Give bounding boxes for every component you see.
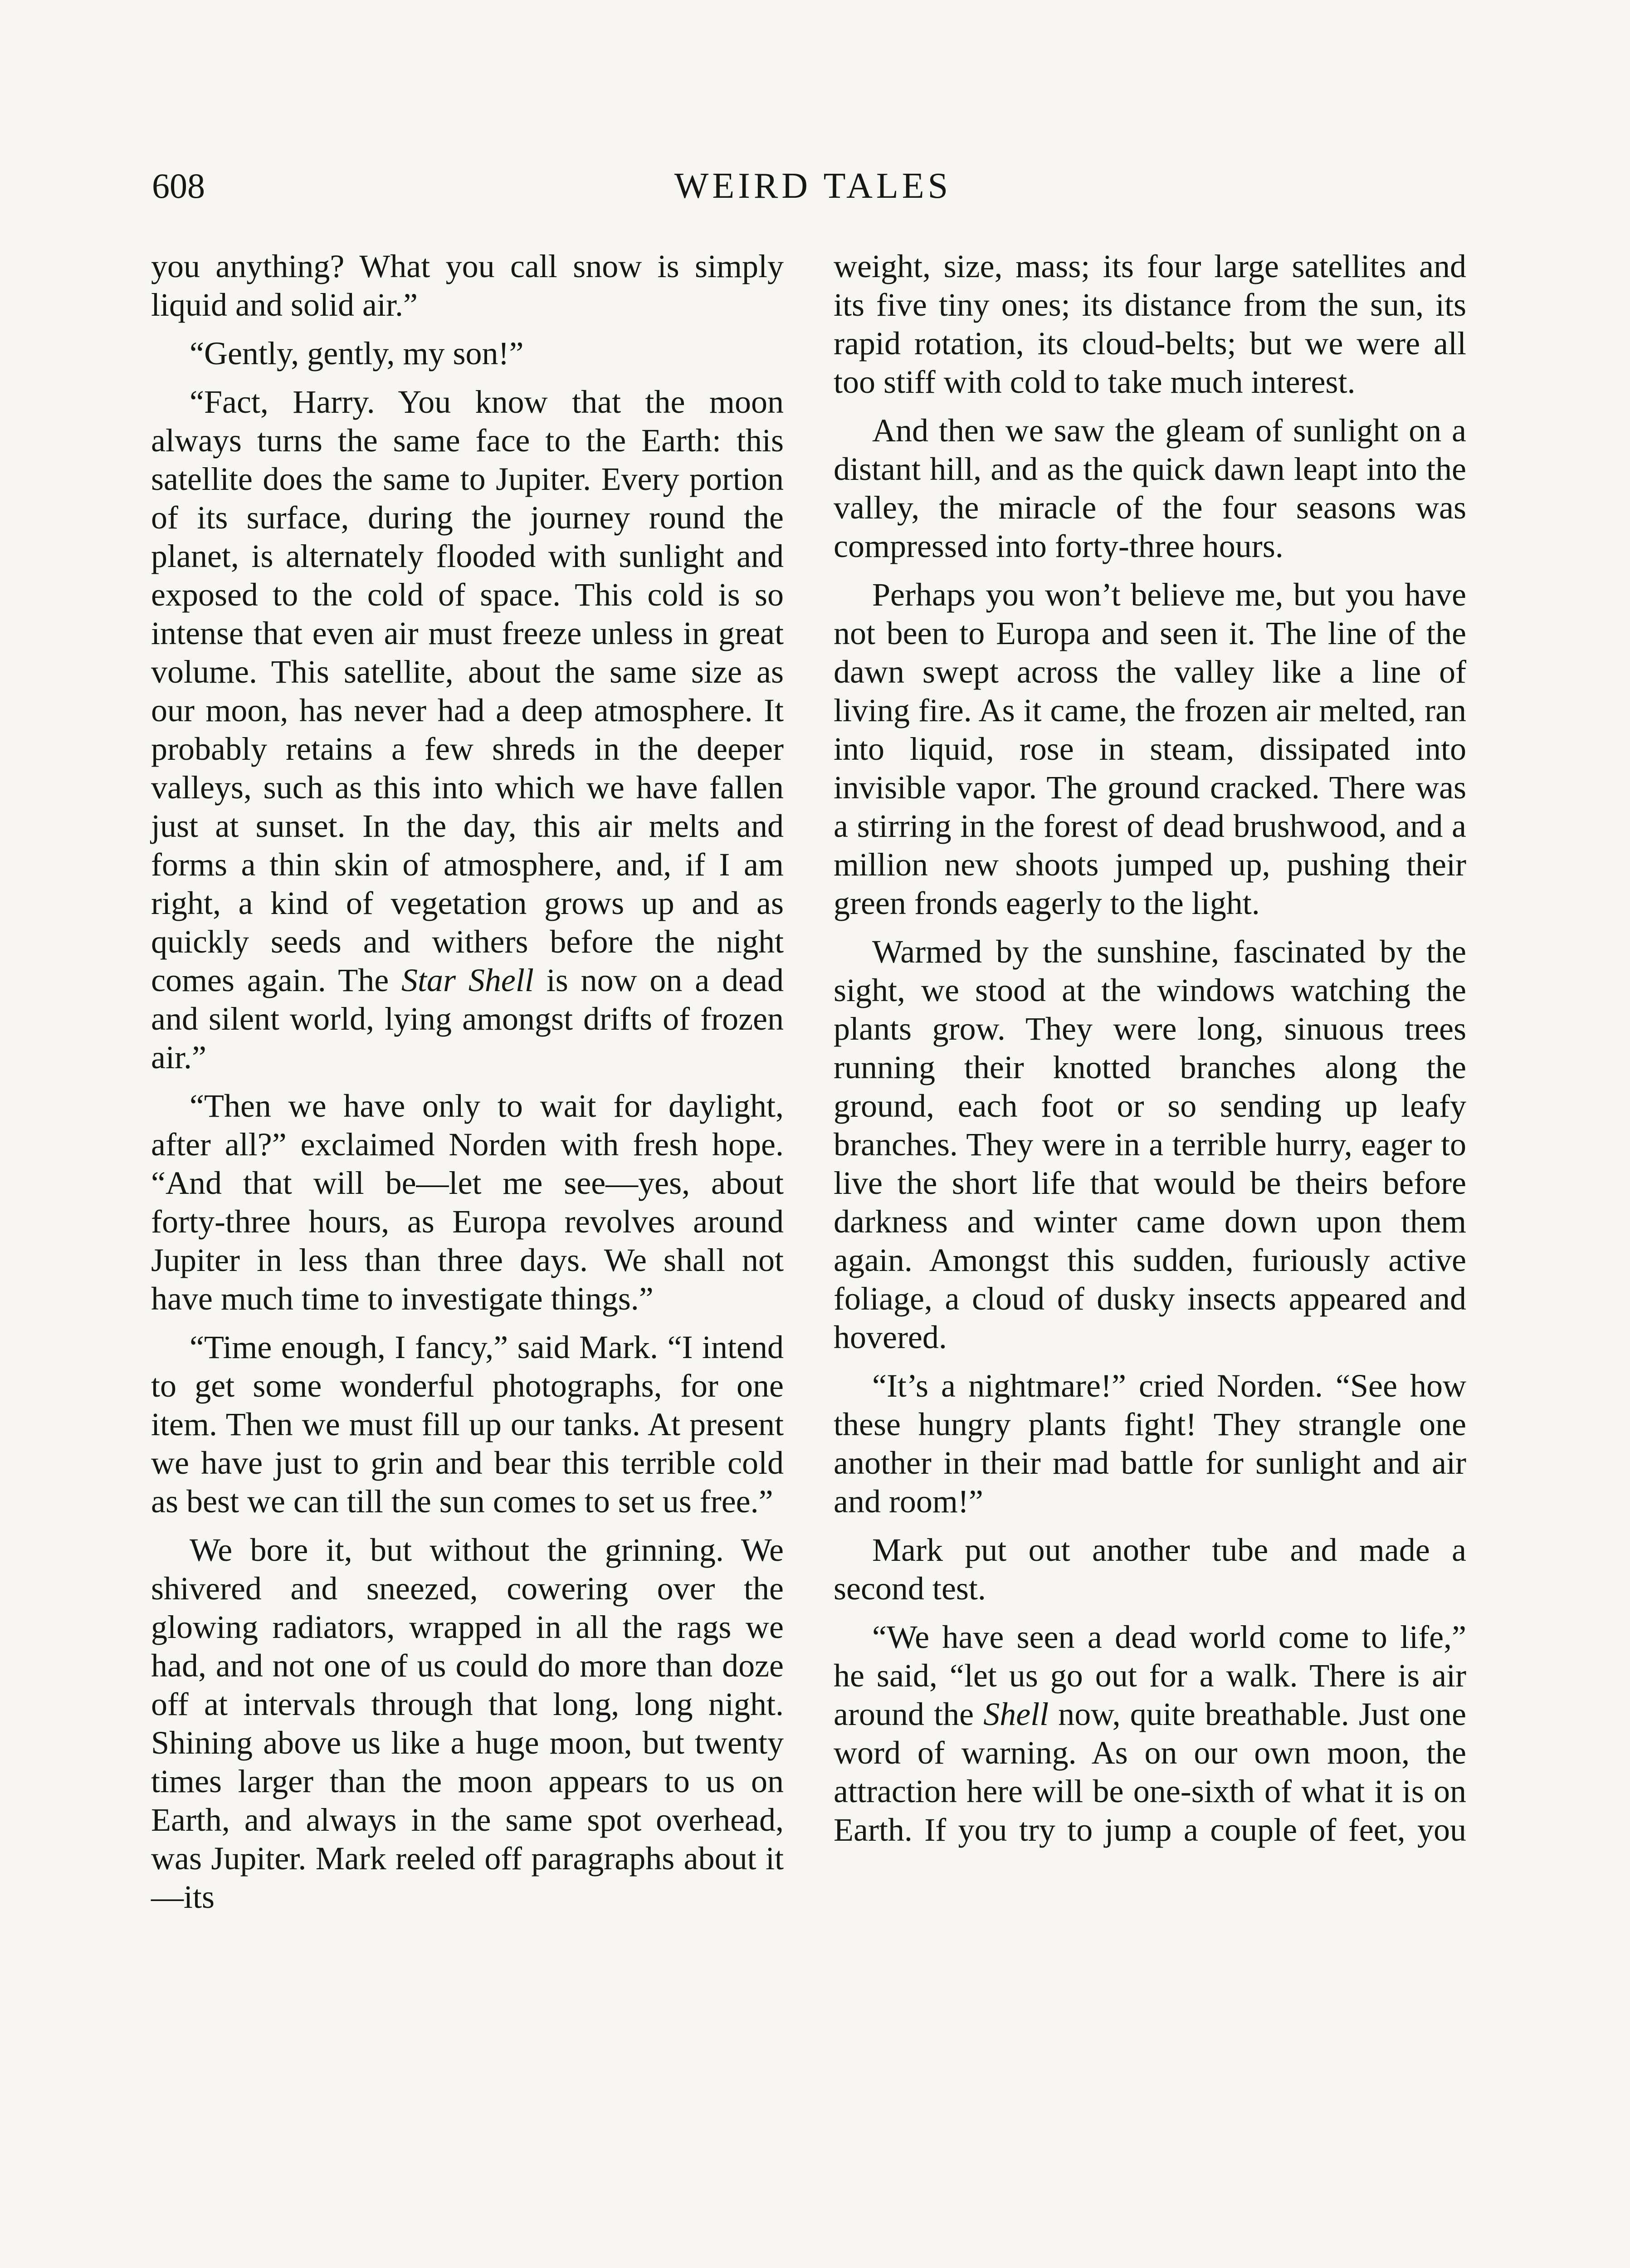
paragraph: Mark put out another tube and made a second test. xyxy=(834,1532,1466,1607)
paragraph: “Gently, gently, my son!” xyxy=(190,335,524,371)
page-number: 608 xyxy=(152,166,205,205)
right-column xyxy=(834,247,1466,2268)
paragraph: “Then we have only to wait for daylight, after all?” exclaimed Norden with fresh hope. “And that will be—let me see—yes, about forty-three hours, as Europa revolves around Jupiter in less than three days. We shall not have much time to investigate things.” xyxy=(151,1088,784,1317)
paragraph: Perhaps you won’t believe me, but you have not been to Europa and seen it. The line of the dawn swept across the valley like a line of living fire. As it came, the frozen air melted, ran into liquid, rose in steam, dissipated into invisible vapor. The ground cracked. There was a stirring in the forest of dead brushwood, and a million new shoots jumped up, pushing their green fronds eagerly to the light. xyxy=(834,577,1466,921)
paragraph: you anything? What you call snow is simply liquid and solid air.” xyxy=(151,248,784,323)
paragraph: We bore it, but without the grinning. We shivered and sneezed, cowering over the glowing radiators, wrapped in all the rags we had, and not one of us could do more than doze off at intervals through that long, long night. Shining above us like a huge moon, but twenty times larger than the moon appears to us on Earth, and always in the same spot overhead, was Jupiter. Mark reeled off paragraphs about it—its xyxy=(151,1532,784,1915)
left-column xyxy=(151,247,784,2268)
paragraph: “Time enough, I fancy,” said Mark. “I intend to get some wonderful photographs, for one item. Then we must fill up our tanks. At present we have just to grin and bear this terrible cold as best we can till the sun comes to set us free.” xyxy=(151,1329,784,1520)
paragraph: “Fact, Harry. You know that the moon always turns the same face to the Earth: this satellite does the same to Jupiter. Every portion of its surface, during the journey round the planet, is alternately flooded with sunlight and exposed to the cold of space. This cold is so intense that even air must freeze unless in great volume. This satellite, about the same size as our moon, has never had a deep atmosphere. It probably retains a few shreds in the deeper valleys, such as this into which we have fallen just at sunset. In the day, this air melts and forms a thin skin of atmosphere, and, if I am right, a kind of vegetation grows up and as quickly seeds and withers before the night comes again. The Star Shell is now on a dead and silent world, lying amongst drifts of frozen air.” xyxy=(151,384,784,1075)
paragraph: “We have seen a dead world come to life,” he said, “let us go out for a walk. There is air around the Shell now, quite breathable. Just one word of warning. As on our own moon, the attraction here will be one-sixth of what it is on Earth. If you try to jump a couple of feet, you xyxy=(834,1619,1466,1848)
paragraph: And then we saw the gleam of sunlight on a distant hill, and as the quick dawn leapt into the valley, the miracle of the four seasons was compressed into forty-three hours. xyxy=(834,412,1466,564)
ship-name: Shell xyxy=(983,1696,1049,1732)
page-header xyxy=(152,161,1474,215)
paragraph: weight, size, mass; its four large satellites and its five tiny ones; its distance from the sun, its rapid rotation, its cloud-belts; but we were all too stiff with cold to take much interest. xyxy=(834,248,1466,400)
paragraph: “It’s a nightmare!” cried Norden. “See how these hungry plants fight! They strangle one another in their mad battle for sunlight and air and room!” xyxy=(834,1368,1466,1520)
paragraph: Warmed by the sunshine, fascinated by the sight, we stood at the windows watching the plants grow. They were long, sinuous trees running their knotted branches along the ground, each foot or so sending up leafy branches. They were in a terrible hurry, eager to live the short life that would be theirs before darkness and winter came down upon them again. Amongst this sudden, furiously active foliage, a cloud of dusky insects appeared and hovered. xyxy=(834,934,1466,1355)
running-title: WEIRD TALES xyxy=(674,166,952,206)
ship-name: Star Shell xyxy=(401,962,534,998)
